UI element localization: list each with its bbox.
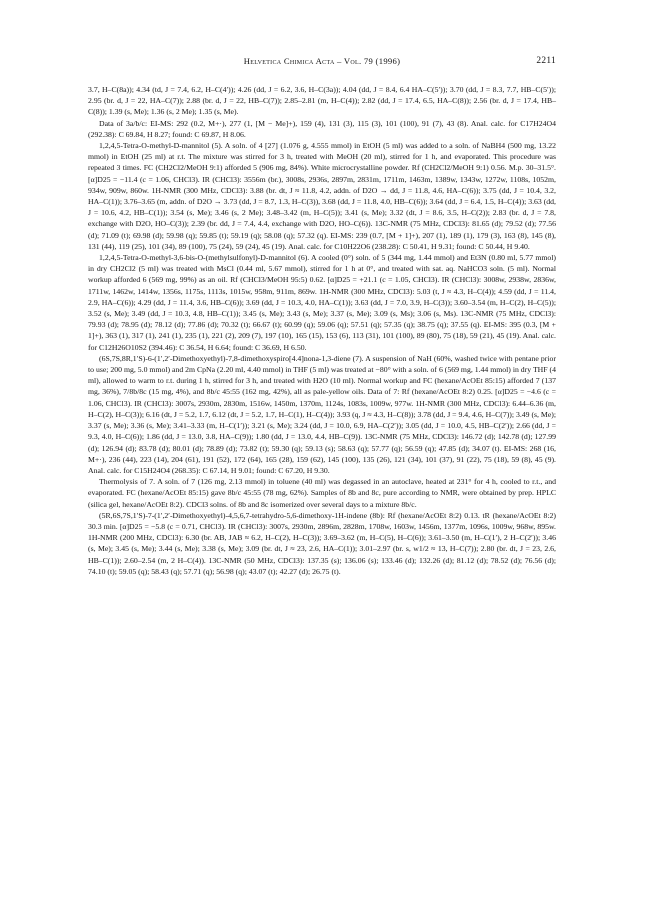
- compound-6-paragraph: 1,2,4,5-Tetra-O-methyl-3,6-bis-O-(methylsulfonyl)-D-mannitol (6). A cooled (0°) soln. of 5 (344 mg, 1.44 mmol) and Et3N (0.80 ml, 5.77 mmol) in dry CH2Cl2 (5 ml) was treated with MsCl (0.44 ml, 5.67 mmol), stirred for 1 h at 0°, and treated with sat. aq. NaHCO3 soln. (5 ml). Normal workup afforded 6 (569 mg, 99%) as an oil. Rf (CHCl3/MeOH 95:5) 0.62. [α]D25 = +21.1 (c = 1.05, CHCl3). IR (CHCl3): 3008w, 2938w, 2836w, 1711w, 1462w, 1414w, 1356s, 1175s, 1113s, 1015w, 958m, 911m, 869w. 1H-NMR (300 MHz, CDCl3): 5.03 (t, J ≈ 4.3, H–C(4)); 4.59 (dd, J = 11.4, 2.9, HA–C(6)); 4.29 (dd, J = 11.4, 3.6, HB–C(6)); 3.69 (dd, J = 10.3, 4.0, HA–C(1)); 3.63 (dd, J = 7.0, 3.9, H–C(3)); 3.60–3.54 (m, H–C(2), H–C(5)); 3.52 (s, Me); 3.49 (dd, J = 10.3, 4.8, HB–C(1)); 3.45 (s, Me); 3.43 (s, Me); 3.37 (s, Me); 3.09 (s, Ms); 3.06 (s, Ms). 13C-NMR (75 MHz, CDCl3): 79.93 (d); 78.95 (d); 78.12 (d); 77.86 (d); 70.32 (t); 66.67 (t); 60.99 (q); 59.06 (q); 57.51 (q); 57.35 (q); 38.75 (q); 37.55 (q). EI-MS: 395 (0.3, [M + 1]+), 363 (1), 317 (1), 241 (1), 235 (1), 221 (2), 209 (7), 197 (10), 165 (15), 153 (6), 113 (31), 101 (100), 89 (80), 75 (18), 59 (21), 45 (19). Anal. calc. for C12H26O10S2 (394.46): C 36.54, H 6.64; found: C 36.69, H 6.50.: [88, 253, 556, 352]
- thermolysis-paragraph: Thermolysis of 7. A soln. of 7 (126 mg, 2.13 mmol) in toluene (40 ml) was degassed in an autoclave, heated at 231° for 4 h, cooled to r.t., and evaporated. FC (hexane/AcOEt 85:15) gave 8b/c 45:55 (78 mg, 62%). Samples of 8b and 8c, pure according to NMR, were obtained by prep. HPLC (silica gel, hexane/AcOEt 8:2). CDCl3 solns. of 8b and 8c isomerized over several days to a mixture 8b/c.: [88, 477, 556, 509]
- journal-title: Helvetica Chimica Acta – Vol. 79 (1996): [243, 56, 401, 66]
- page-number: 2211: [536, 56, 556, 66]
- compound-8b-paragraph: (5R,6S,7S,1′S)-7-(1′,2′-Dimethoxyethyl)-4,5,6,7-tetrahydro-5,6-dimethoxy-1H-indene (8b): Rf (hexane/AcOEt 8:2) 0.13. tR (hexane/AcOEt 8:2) 30.3 min. [α]D25 = −5.8 (c = 0.71, CHCl3). IR (CHCl3): 3007s, 2930m, 2896m, 2828m, 1708w, 1603w, 1456m, 1377m, 1096s, 1009w, 968w, 895w. 1H-NMR (200 MHz, CDCl3): 6.30 (br. AB, JAB ≈ 6.2, H–C(2), H–C(3)); 3.69–3.62 (m, H–C(5), H–C(6)); 3.61–3.50 (m, H–C(1′), 2 H–C(2′)); 3.46 (s, Me); 3.45 (s, Me); 3.44 (s, Me); 3.38 (s, Me); 3.09 (br. dt, J ≈ 23, 2.6, HA–C(1)); 3.01–2.97 (br. s, w1/2 ≈ 13, H–C(7)); 2.80 (br. dt, J = 23, 2.6, HB–C(1)); 2.60–2.54 (m, 2 H–C(4)). 13C-NMR (50 MHz, CDCl3): 137.35 (s); 136.06 (s); 133.46 (d); 132.26 (d); 81.12 (d); 78.52 (d); 76.56 (d); 74.10 (t); 59.05 (q); 58.43 (q); 57.71 (q); 56.98 (q); 43.07 (t); 42.27 (d); 26.75 (t).: [88, 510, 556, 576]
- compound-7-paragraph: (6S,7S,8R,1′S)-6-(1′,2′-Dimethoxyethyl)-7,8-dimethoxyspiro[4.4]nona-1,3-diene (7). A suspension of NaH (60%, washed twice with pentane prior to use; 200 mg, 5.0 mmol) and 2m CpNa (2.20 ml, 4.40 mmol) in THF (5 ml) was treated at −80° with a soln. of 6 (569 mg, 1.44 mmol) in dry THF (4 ml), allowed to warm to r.t. during 1 h, stirred for 3 h, and treated with H2O (10 ml). Normal workup and FC (hexane/AcOEt 85:15) afforded 7 (137 mg, 36%), 7/8b/8c (15 mg, 4%), and 8b/c 45:55 (162 mg, 42%), all as pale-yellow oils. Data of 7: Rf (hexane/AcOEt 8:2) 0.25. [α]D25 = −4.6 (c = 1.06, CHCl3). IR (CHCl3): 3007s, 2930m, 2830m, 1516w, 1450m, 1370m, 1124s, 1083s, 1009w, 977w. 1H-NMR (300 MHz, CDCl3): 6.44–6.36 (m, H–C(2), H–C(3)); 6.16 (dt, J = 5.2, 1.7, 6.12 (dt, J = 5.2, 1.7, H–C(1), H–C(4)); 3.93 (q, J ≈ 4.3, H–C(8)); 3.78 (dd, J = 9.4, 4.6, H–C(7)); 3.49 (s, Me); 3.37 (s, Me); 3.36 (s, Me); 3.41–3.33 (m, H–C(1′)); 3.21 (s, Me); 3.24 (dd, J = 10.0, 6.9, HA–C(2′)); 3.05 (dd, J = 10.0, 4.5, HB–C(2′)); 2.66 (dd, J = 9.3, 4.0, H–C(6)); 1.86 (dd, J = 13.0, 3.8, HA–C(9)); 1.80 (dd, J = 13.0, 4.4, HB–C(9)). 13C-NMR (75 MHz, CDCl3): 146.72 (d); 142.78 (d); 127.99 (d); 126.94 (d); 83.78 (d); 80.01 (d); 78.89 (d); 73.82 (t); 59.30 (q); 59.13 (s); 58.63 (q); 57.77 (q); 56.59 (q); 47.85 (d); 34.07 (t). EI-MS: 268 (16, M+·), 236 (44), 223 (14), 204 (61), 191 (52), 172 (64), 165 (28), 159 (62), 145 (100), 135 (26), 121 (34), 101 (37), 91 (22), 75 (18), 59 (8), 45 (9). Anal. calc. for C15H24O4 (268.35): C 67.14, H 9.01; found: C 67.20, H 9.30.: [88, 353, 556, 475]
- body-text: [88, 84, 556, 577]
- compound-5-paragraph: 1,2,4,5-Tetra-O-methyl-D-mannitol (5). A soln. of 4 [27] (1.076 g, 4.555 mmol) in EtOH (5 ml) was added to a soln. of NaBH4 (500 mg, 13.22 mmol) in EtOH (25 ml) at r.t. The mixture was stirred for 3 h, treated with MeOH (20 ml), stirred for 1 h, and evaporated. This procedure was repeated 3 times. FC (CH2Cl2/MeOH 9:1) afforded 5 (906 mg, 84%). White microcrystalline powder. Rf (CH2Cl2/MeOH 9:1) 0.56. M.p. 30–31.5°. [α]D25 = −11.4 (c = 1.06, CHCl3). IR (CHCl3): 3556m (br.), 3008s, 2936s, 2897m, 2831m, 1711m, 1463m, 1389w, 1343w, 1272w, 1108s, 1052m, 934w, 909w, 860w. 1H-NMR (300 MHz, CDCl3): 3.88 (br. dt, J ≈ 11.8, 4.2, addn. of D2O → dd, J = 11.8, 4.6, HA–C(6)); 3.75 (dd, J = 10.4, 3.2, HA–C(1)); 3.76–3.65 (m, addn. of D2O → 3.73 (dd, J = 8.7, 1.3, H–C(3)), 3.68 (dd, J = 11.8, 4.0, HB–C(6)); 3.64 (dd, J = 6.4, 1.5, H–C(4)); 3.63 (dd, J = 10.6, 4.2, HB–C(1)); 3.54 (s, Me); 3.46 (s, 2 Me); 3.48–3.42 (m, H–C(5)); 3.41 (s, Me); 3.32 (dt, J = 8.6, 3.5, H–C(2)); 2.83 (br. d, J = 7.8, exchange with D2O, HO–C(3)); 2.39 (br. dd, J = 7.4, 4.4, exchange with D2O, HO–C(6)). 13C-NMR (75 MHz, CDCl3): 81.65 (d); 79.52 (d); 77.56 (d); 71.09 (t); 69.98 (d); 59.98 (q); 59.85 (t); 59.19 (q); 58.08 (q); 57.32 (q). EI-MS: 239 (0.7, [M + 1]+), 207 (1), 189 (1), 179 (3), 163 (8), 145 (8), 131 (44), 119 (25), 101 (34), 89 (100), 75 (24), 59 (24), 45 (19). Anal. calc. for C10H22O6 (238.28): C 50.41, H 9.31; found: C 50.44, H 9.40.: [88, 141, 556, 251]
- nmr-data-continuation: 3.7, H–C(8a)); 4.34 (td, J = 7.4, 6.2, H–C(4′)); 4.26 (dd, J = 6.2, 3.6, H–C(3a)); 4.04 (dd, J = 8.4, 6.4 HA–C(5′)); 3.70 (dd, J = 8.3, 7.7, HB–C(5′)); 2.95 (br. d, J = 22, HA–C(7)); 2.88 (br. d, J = 22, HB–C(7)); 2.85–2.81 (m, H–C(4)); 2.82 (dd, J = 17.4, 6.5, HA–C(8)); 2.56 (br. d, J = 17.4, HB–C(8)); 1.39 (s, Me); 1.36 (s, 2 Me); 1.35 (s, Me).: [88, 85, 556, 117]
- data-of-3abc: Data of 3a/b/c: EI-MS: 292 (0.2, M+·), 277 (1, [M − Me]+), 159 (4), 131 (3), 115 (3), 101 (100), 91 (7), 43 (8). Anal. calc. for C17H24O4 (292.38): C 69.84, H 8.27; found: C 69.87, H 8.06.: [88, 118, 556, 139]
- running-header: [88, 56, 556, 70]
